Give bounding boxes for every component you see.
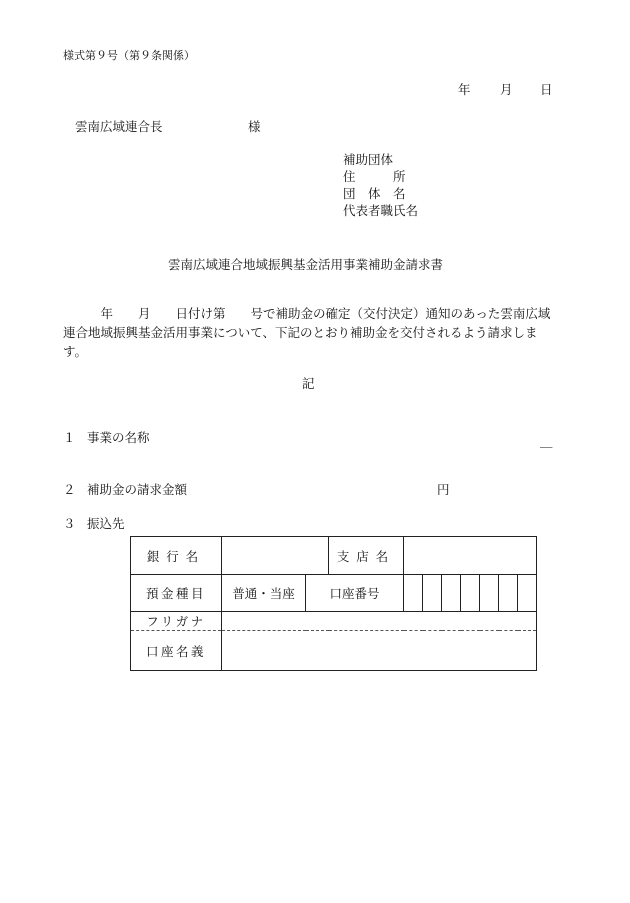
account-number-label: 口座番号 [306,575,404,612]
account-digit-7[interactable] [518,575,537,612]
account-digit-6[interactable] [499,575,518,612]
ki-label: 記 [302,376,315,391]
branch-name-label-cell [329,537,404,575]
bank-name-value[interactable] [222,537,329,575]
account-digit-1[interactable] [404,575,423,612]
addressee-name: 雲南広域連合長 [75,119,163,134]
item1-underscore: ＿ [540,434,553,449]
account-type-value[interactable]: 普通・当座 [222,575,306,612]
item2-number: ２ [63,482,76,497]
furigana-value[interactable] [222,612,537,631]
bank-name-label: 銀行名 [146,548,206,564]
account-digit-2[interactable] [423,575,442,612]
date-day: 日 [540,82,553,97]
furigana-label-cell [131,612,222,631]
applicant-group-label: 補助団体 [343,152,394,167]
bank-name-label-cell [131,537,222,575]
bank-table [130,536,537,671]
account-digit-3[interactable] [442,575,461,612]
form-number: 様式第９号（第９条関係） [63,49,195,62]
account-type-label: 預金種目 [145,586,206,601]
account-holder-value[interactable] [222,631,537,671]
item3-label: 振込先 [87,516,125,531]
item1-number: １ [63,430,76,445]
account-holder-label: 口座名義 [145,643,206,659]
date-year: 年 [458,82,471,97]
account-digit-4[interactable] [461,575,480,612]
body-paragraph: 年 月 日付け第 号で補助金の確定（交付決定）通知のあった雲南広域連合地域振興基金活用事業について、下記のとおり補助金を交付されるよう請求します。 [63,306,551,359]
furigana-label: フリガナ [146,614,206,629]
date-month: 月 [500,82,513,97]
branch-name-label: 支店名 [336,548,396,564]
item2-label: 補助金の請求金額 [87,482,188,497]
item3-number: ３ [63,516,76,531]
account-holder-label-cell [131,631,222,671]
addressee-honorific: 様 [248,119,261,134]
applicant-address-label: 住 所 [343,169,406,184]
branch-name-value[interactable] [404,537,537,575]
applicant-rep-label: 代表者職氏名 [343,203,419,218]
account-type-label-cell [131,575,222,612]
item1-label: 事業の名称 [87,430,150,445]
applicant-name-label: 団 体 名 [343,186,406,201]
document-title: 雲南広域連合地域振興基金活用事業補助金請求書 [168,257,444,272]
item2-unit: 円 [437,482,450,497]
account-digit-5[interactable] [480,575,499,612]
